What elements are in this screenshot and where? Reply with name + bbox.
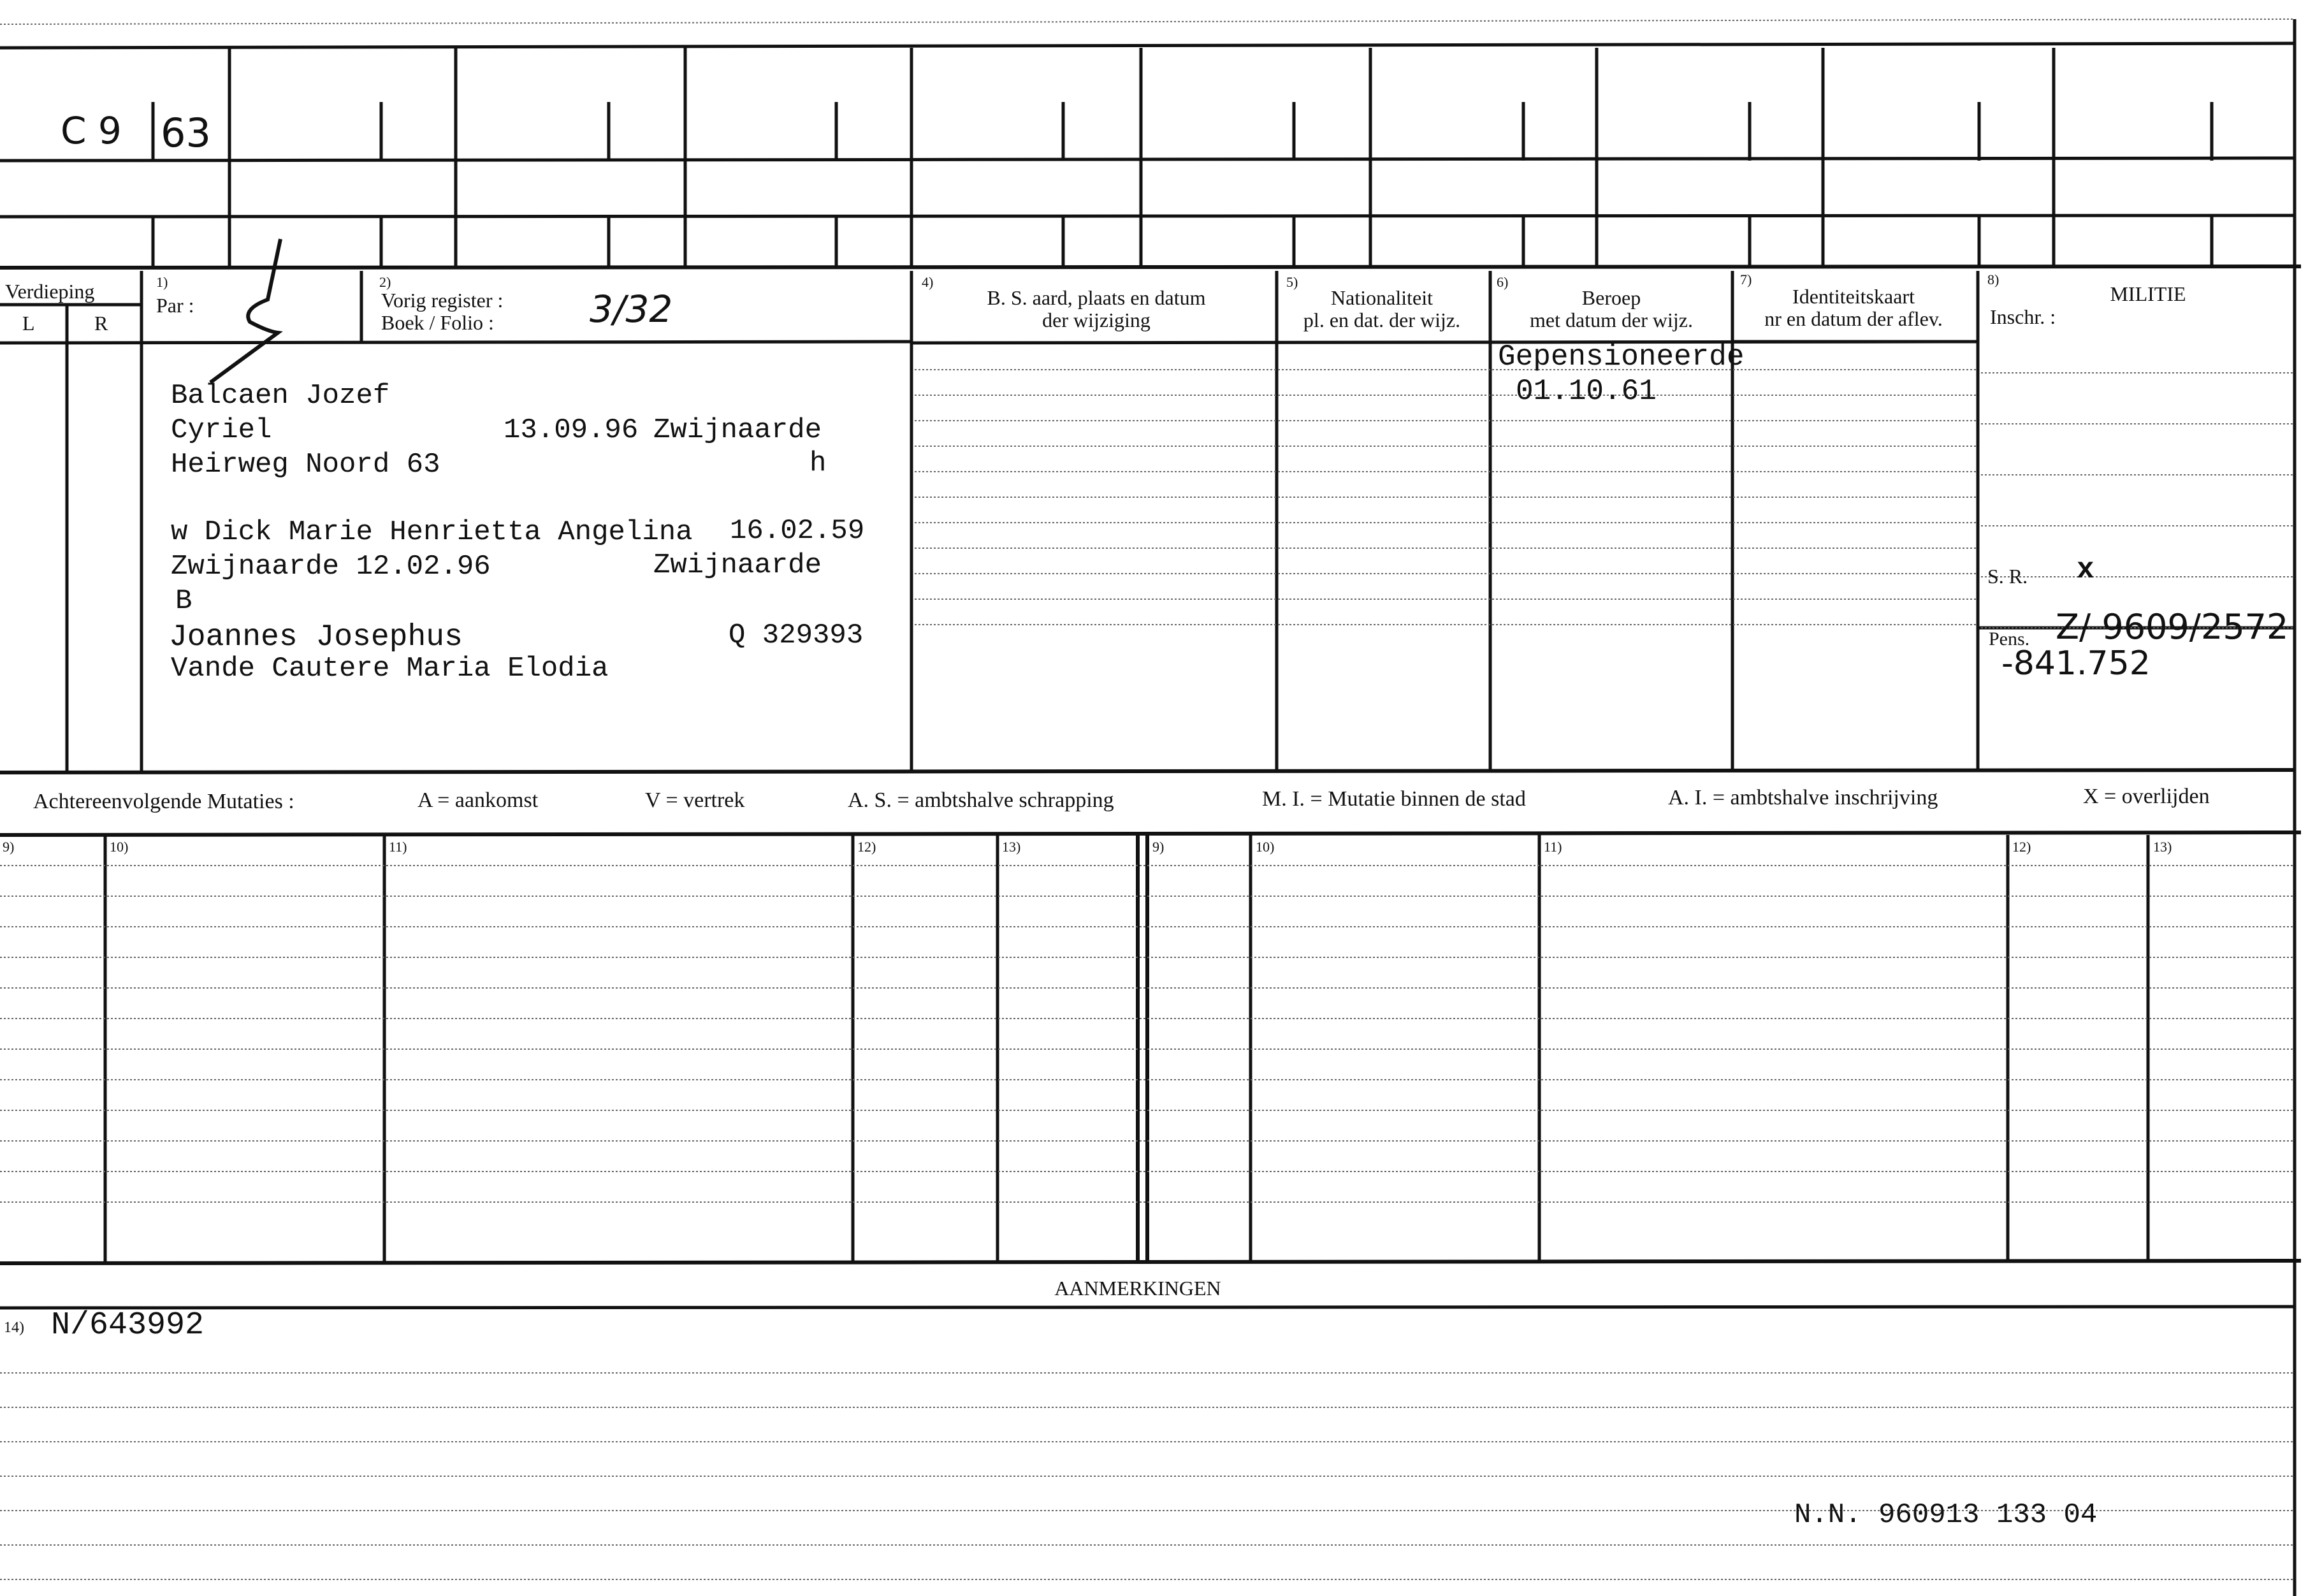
mutation-column-header: 9) [3,839,15,855]
mutations-table [0,832,2301,1263]
father-name: Joannes Josephus [169,620,463,655]
national-number: N.N. 960913 133 04 [1794,1499,2098,1531]
field-number-1: 1) [156,274,168,290]
person-birth-place: Zwijnaarde [653,414,822,446]
legend-ambtshalve-schrapping: A. S. = ambtshalve schrapping [848,788,1114,812]
vorig-register-label: Vorig register : [381,289,504,312]
mutation-column-header: 10) [1256,839,1275,855]
nationaliteit-header-line2: pl. en dat. der wijz. [1303,308,1461,331]
beroep-header-line1: Beroep [1581,286,1641,309]
mutation-column-header: 13) [1002,839,1021,855]
person-address: Heirweg Noord 63 [171,449,440,481]
verdieping-label: Verdieping [5,280,95,303]
person-surname: Balcaen Jozef [171,380,390,412]
code-b: B [175,585,192,617]
field-number-2: 2) [379,274,391,290]
column-r-label: R [94,312,108,335]
person-given-name: Cyriel [171,414,272,446]
sr-label: S. R. [1987,565,2028,588]
mutation-column-header: 12) [2012,839,2031,855]
occupation-value: Gepensioneerde [1498,340,1745,374]
column-l-label: L [22,312,35,335]
field-number-6: 6) [1497,274,1509,290]
reference-number: Q 329393 [729,620,864,651]
mutation-column-header: 12) [857,839,876,855]
legend-vertrek: V = vertrek [645,788,745,812]
pension-number: Z/ 9609/2572 [2056,607,2289,647]
par-label: Par : [156,294,194,317]
mutation-column-header: 13) [2153,839,2172,855]
register-value: 3/32 [590,287,673,331]
boek-folio-label: Boek / Folio : [381,311,494,334]
main-body [67,271,2295,773]
top-grid [0,19,2301,268]
header-row [0,239,2186,382]
bs-header-line1: B. S. aard, plaats en datum [987,286,1206,309]
mutation-column-header: 11) [389,839,407,855]
identiteitskaart-header-line2: nr en datum der aflev. [1764,307,1943,330]
person-birth-date: 13.09.96 [504,414,639,446]
legend-ambtshalve-inschrijving: A. I. = ambtshalve inschrijving [1668,786,1938,809]
mutation-legend [0,770,2295,813]
pens-label: Pens. [1989,628,2030,649]
person-address-code: h [809,447,827,479]
field-number-7: 7) [1740,272,1752,287]
field-number-5: 5) [1286,274,1298,290]
grid-cell-number: 63 [161,110,211,156]
par-handwritten-mark [210,239,280,382]
legend-aankomst: A = aankomst [417,788,539,812]
militie-header: MILITIE [2110,282,2186,305]
spouse-name: w Dick Marie Henrietta Angelina [171,516,693,548]
field-number-4: 4) [922,274,934,290]
legend-title: Achtereenvolgende Mutaties : [33,790,294,813]
pension-number-2: -841.752 [2001,644,2151,683]
mother-name: Vande Cautere Maria Elodia [171,653,609,685]
inschr-label: Inschr. : [1990,305,2056,328]
identiteitskaart-header-line1: Identiteitskaart [1792,285,1915,308]
legend-overlijden: X = overlijden [2083,785,2210,808]
bs-header-line2: der wijziging [1042,308,1150,331]
sr-value: x [2077,553,2094,586]
nationaliteit-header-line1: Nationaliteit [1331,286,1433,309]
beroep-header-line2: met datum der wijz. [1530,308,1693,331]
mutation-column-header: 10) [110,839,129,855]
remarks-section [0,1277,2295,1579]
mutation-column-header: 9) [1152,839,1165,855]
occupation-date: 01.10.61 [1516,375,1657,408]
spouse-date: 16.02.59 [730,515,865,547]
field-number-8: 8) [1987,272,2000,287]
spouse-birth: Zwijnaarde 12.02.96 [171,551,491,583]
spouse-place: Zwijnaarde [653,549,822,581]
mutation-column-header: 11) [1544,839,1562,855]
remarks-value: N/643992 [51,1307,205,1344]
grid-cell-code: C 9 [61,109,122,152]
legend-mutatie-stad: M. I. = Mutatie binnen de stad [1262,787,1526,811]
field-number-14: 14) [4,1319,24,1336]
remarks-title: AANMERKINGEN [1054,1277,1221,1300]
